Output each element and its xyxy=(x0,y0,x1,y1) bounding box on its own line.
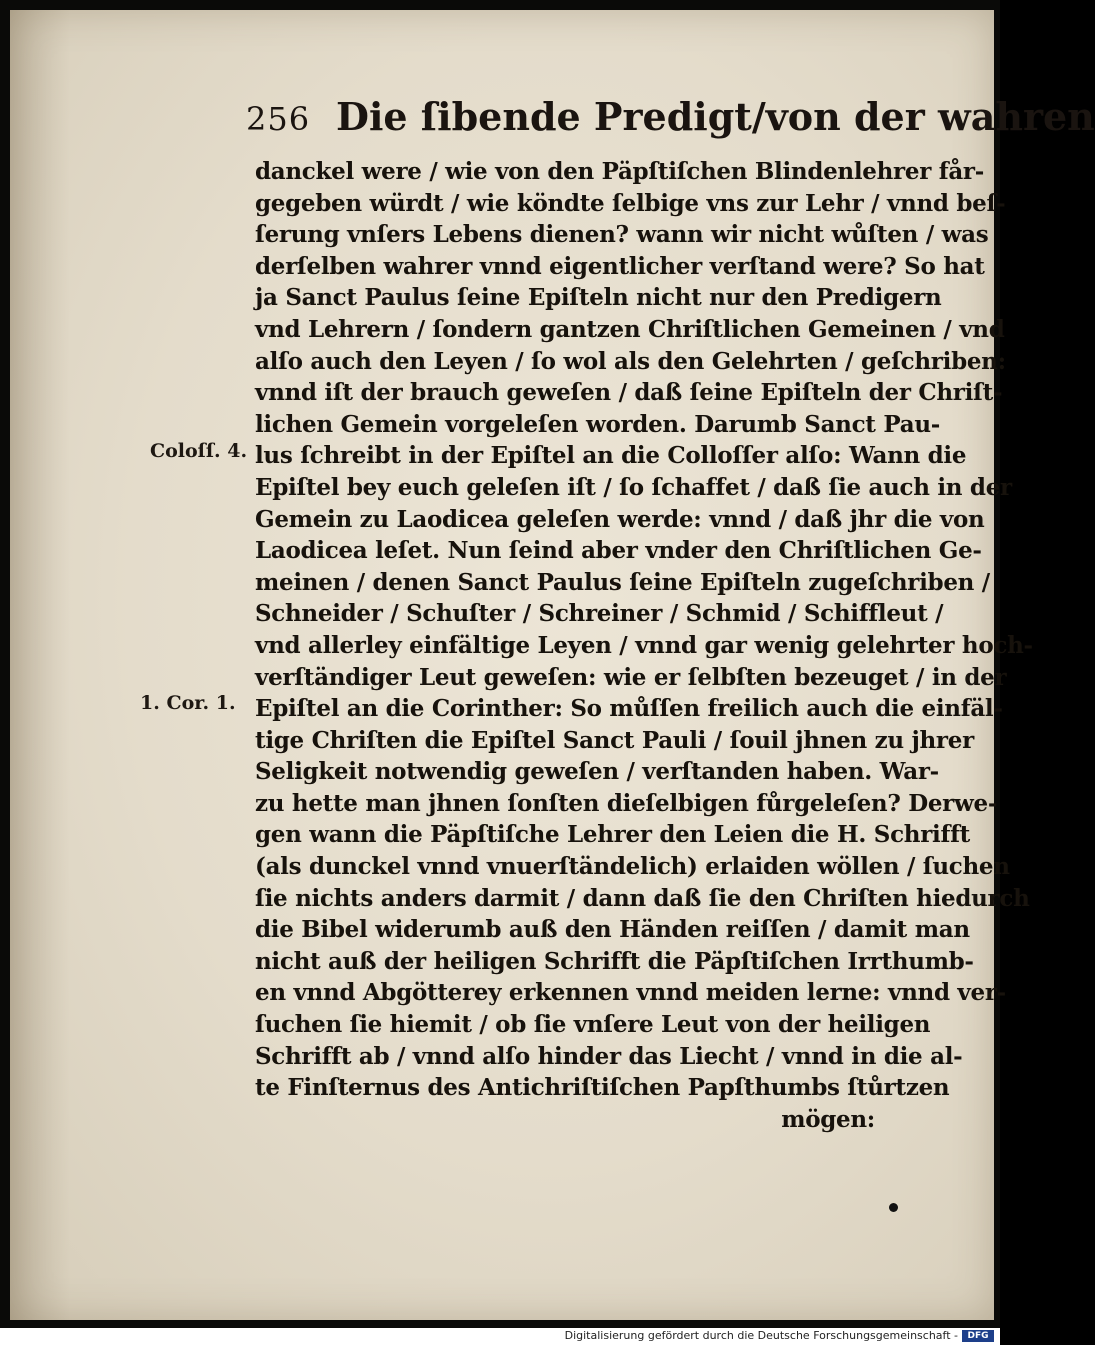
text-line: te Finſternus des Antichriſtiſchen Papſthumbs ſtůrtzen xyxy=(255,1074,950,1102)
text-line: die Bibel widerumb auß den Händen reiſſen / damit man xyxy=(255,916,970,944)
text-line: vnd Lehrern / ſondern gantzen Chriſtlichen Gemeinen / vnd xyxy=(255,315,1005,343)
footer-bar xyxy=(0,1328,1000,1345)
text-line: Gemein zu Laodicea geleſen werde: vnnd / daß jhr die von xyxy=(255,505,985,533)
ink-dot xyxy=(889,1203,898,1212)
marginal-note-corinthians: 1. Cor. 1. xyxy=(140,692,236,714)
text-line: gen wann die Päpſtiſche Lehrer den Leien die H. Schrifft xyxy=(255,821,971,849)
text-line: derſelben wahrer vnnd eigentlicher verſtand were? So hat xyxy=(255,252,985,280)
text-line: zu hette man jhnen ſonſten dieſelbigen fůrgeleſen? Derwe‑ xyxy=(255,789,998,817)
text-line: meinen / denen Sanct Paulus ſeine Epiſteln zugeſchriben / xyxy=(255,568,990,596)
gutter-shadow xyxy=(10,10,70,1320)
page-header xyxy=(246,92,1095,142)
text-line: tige Chriſten die Epiſtel Sanct Pauli / ſouil jhnen zu jhrer xyxy=(255,726,974,754)
text-line: vnnd iſt der brauch geweſen / daß ſeine Epiſteln der Chriſt‑ xyxy=(255,379,1003,407)
text-line: alſo auch den Leyen / ſo wol als den Gelehrten / geſchriben: xyxy=(255,347,1006,375)
marginal-note-colossians: Coloſſ. 4. xyxy=(150,440,248,462)
text-line: Laodicea leſet. Nun ſeind aber vnder den Chriſtlichen Ge‑ xyxy=(255,537,982,565)
catchword: mögen: xyxy=(781,1105,875,1133)
page-number: 256 xyxy=(246,100,311,138)
body-text xyxy=(255,156,1033,1135)
text-line: ſuchen ſie hiemit / ob ſie vnſere Leut von der heiligen xyxy=(255,1011,931,1039)
running-title: Die ſibende Predigt/von der wahren xyxy=(336,94,1095,139)
funding-credit: Digitalisierung gefördert durch die Deutsche Forschungsgemeinschaft - xyxy=(564,1329,958,1342)
text-line: ſie nichts anders darmit / dann daß ſie den Chriſten hiedurch xyxy=(255,884,1030,912)
text-line: Schneider / Schuſter / Schreiner / Schmid / Schiffleut / xyxy=(255,600,944,628)
text-line: ſerung vnſers Lebens dienen? wann wir nicht wůſten / was xyxy=(255,221,989,249)
text-line: vnd allerley einfältige Leyen / vnnd gar wenig gelehrter hoch‑ xyxy=(255,631,1033,659)
text-line: Epiſtel bey euch geleſen iſt / ſo ſchaffet / daß ſie auch in der xyxy=(255,473,1012,501)
text-line: Seligkeit notwendig geweſen / verſtanden haben. War‑ xyxy=(255,758,939,786)
text-line: nicht auß der heiligen Schrifft die Päpſtiſchen Irrthumb‑ xyxy=(255,947,974,975)
text-line: en vnnd Abgötterey erkennen vnnd meiden lerne: vnnd ver‑ xyxy=(255,979,1006,1007)
text-line: danckel were / wie von den Päpſtiſchen Blindenlehrer får‑ xyxy=(255,158,984,185)
text-line: lus ſchreibt in der Epiſtel an die Colloſſer alſo: Wann die xyxy=(255,442,967,470)
dfg-logo: DFG xyxy=(962,1330,994,1342)
text-line: Schrifft ab / vnnd alſo hinder das Liecht / vnnd in die al‑ xyxy=(255,1042,963,1070)
text-line: gegeben würdt / wie köndte ſelbige vns zur Lehr / vnnd beſ‑ xyxy=(255,189,1006,217)
text-line: lichen Gemein vorgeleſen worden. Darumb Sanct Pau‑ xyxy=(255,410,940,438)
text-line: ja Sanct Paulus ſeine Epiſteln nicht nur den Predigern xyxy=(255,284,942,312)
text-line: (als dunckel vnnd vnuerſtändelich) erlaiden wöllen / ſuchen xyxy=(255,853,1010,881)
text-line: verſtändiger Leut geweſen: wie er ſelbſten bezeuget / in der xyxy=(255,663,1007,691)
text-line: Epiſtel an die Corinther: So můſſen freilich auch die einfäl‑ xyxy=(255,695,1003,723)
